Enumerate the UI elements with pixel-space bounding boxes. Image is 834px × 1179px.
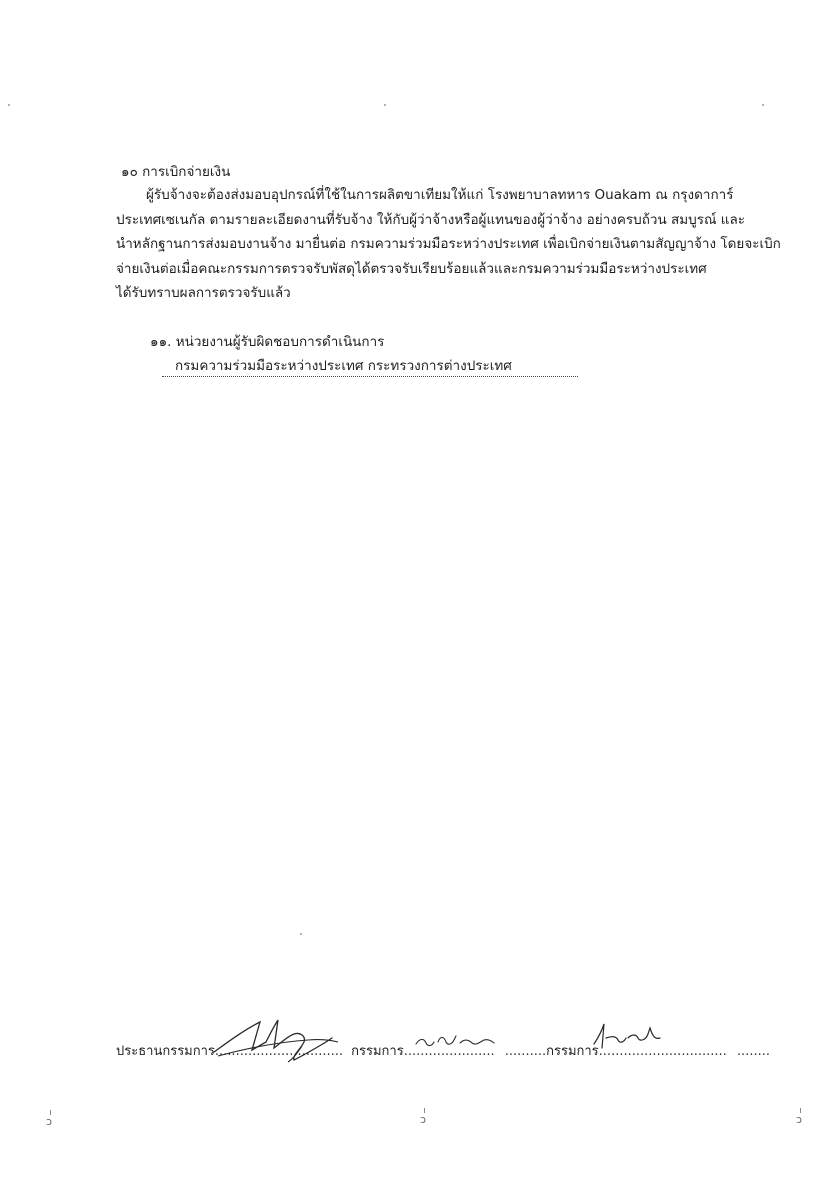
chair-signature xyxy=(208,1012,348,1070)
footer-mark-center: ↄ xyxy=(420,1108,426,1126)
signature-dots: ............................... xyxy=(598,1044,727,1059)
scan-speck xyxy=(762,104,764,106)
footer-mark-left: ↄ xyxy=(46,1110,52,1128)
member-1-signature xyxy=(412,1030,498,1054)
section-10-paragraph xyxy=(116,183,781,306)
dotted-separator xyxy=(162,376,578,377)
scan-speck xyxy=(8,104,10,106)
paragraph-line: ได้รับทราบผลการตรวจรับแล้ว xyxy=(116,285,291,301)
footer-mark-right: ↄ xyxy=(796,1108,802,1126)
section-11-body: กรมความร่วมมือระหว่างประเทศ กระทรวงการต่างประเทศ xyxy=(175,358,512,374)
paragraph-line: จ่ายเงินต่อเมื่อคณะกรรมการตรวจรับพัสดุได้ตรวจรับเรียบร้อยแล้วและกรมความร่วมมือระหว่างประเทศ xyxy=(116,260,707,277)
scan-speck xyxy=(384,104,386,106)
chair-label: ประธานกรรมการ xyxy=(116,1044,215,1059)
signature-dots: ...................... xyxy=(403,1044,495,1059)
scan-speck xyxy=(300,933,302,935)
signature-dots: ........ xyxy=(736,1044,770,1059)
paragraph-line: นำหลักฐานการส่งมอบงานจ้าง มายื่นต่อ กรมความร่วมมือระหว่างประเทศ เพื่อเบิกจ่ายเงินตามสัญญาจ้าง โดยจะเบิก xyxy=(116,236,781,252)
paragraph-line: ผู้รับจ้างจะต้องส่งมอบอุปกรณ์ที่ใช้ในการผลิตขาเทียมให้แก่ โรงพยาบาลทหาร Ouakam ณ กรุงดาการ์ xyxy=(146,187,734,203)
member-2-signature xyxy=(588,1020,668,1054)
member-2-label: กรรมการ xyxy=(546,1044,599,1059)
section-11-heading: ๑๑. หน่วยงานผู้รับผิดชอบการดำเนินการ xyxy=(150,334,385,350)
member-1-label: กรรมการ xyxy=(351,1044,404,1059)
section-10-heading: ๑๐ การเบิกจ่ายเงิน xyxy=(121,164,231,180)
signature-dots: ............................... xyxy=(214,1044,344,1059)
paragraph-line: ประเทศเซเนกัล ตามรายละเอียดงานที่รับจ้าง ให้กับผู้ว่าจ้างหรือผู้แทนของผู้ว่าจ้าง อย่างครบถ้วน สมบูรณ์ และ xyxy=(116,211,745,228)
signature-dots: .......... xyxy=(504,1044,547,1059)
